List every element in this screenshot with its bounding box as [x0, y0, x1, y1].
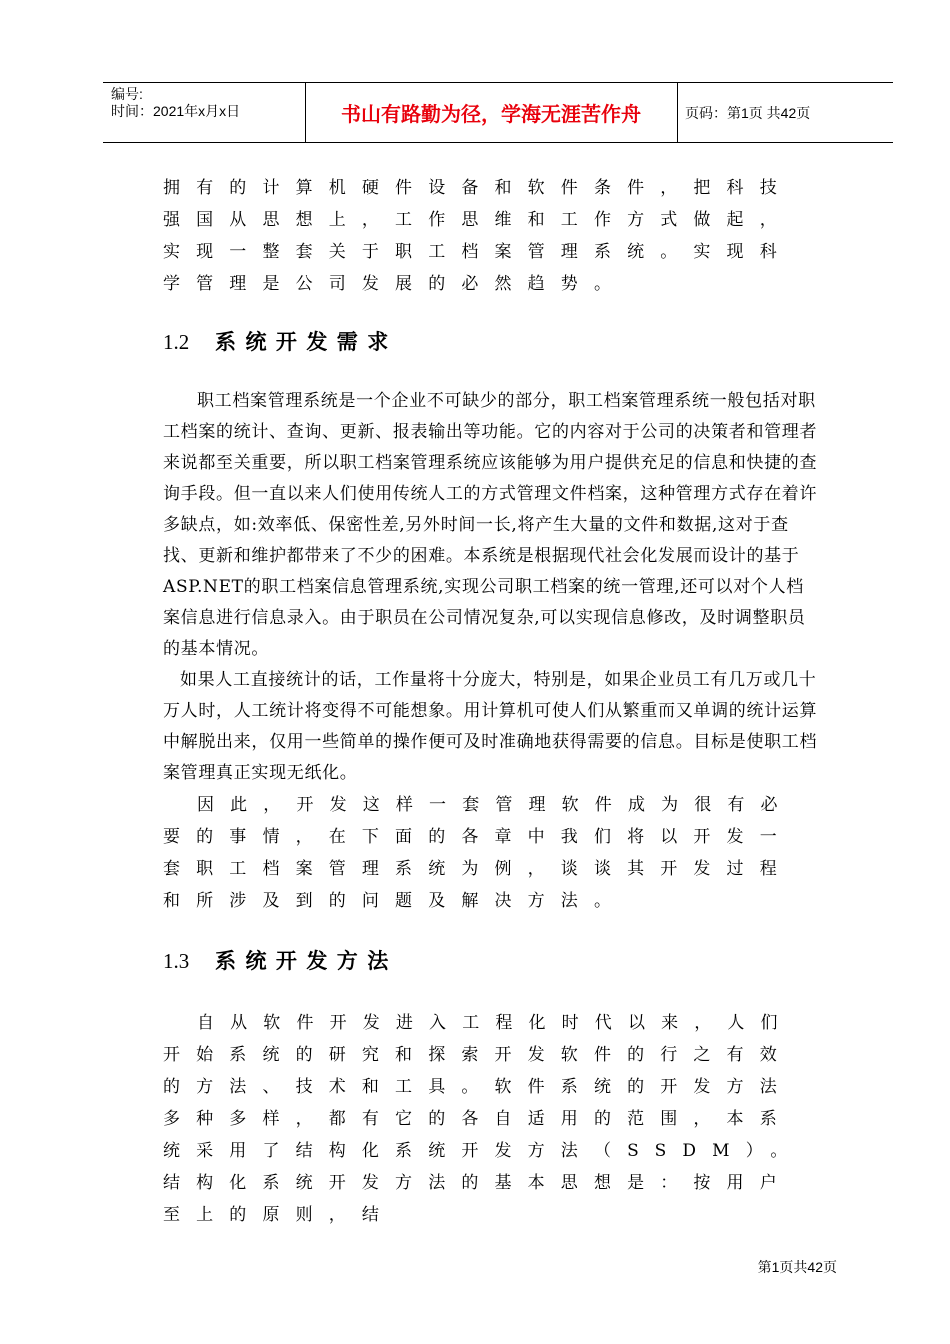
serial-label: 编号:	[111, 86, 143, 102]
paragraph-intro: 拥有的计算机硬件设备和软件条件，把科技强国从思想上，工作思维和工作方式做起，实现一整套关于职工档案管理系统。实现科学管理是公司发展的必然趋势。	[163, 178, 793, 294]
paragraph-4: 自从软件开发进入工程化时代以来，人们开始系统的研究和探索开发软件的行之有效的方法、技术和工具。软件系统的开发方法多种多样，都有它的各自适用的范围，本系统采用了结构化系统开发方法（SSDM）。结构化系统开发方法的基本思想是：按用户至上的原则，结	[163, 1013, 804, 1225]
section-number: 1.2	[163, 330, 190, 354]
section-heading-1-3	[163, 945, 821, 975]
section-heading-1-2	[163, 326, 821, 356]
section-title: 系统开发需求	[215, 330, 398, 354]
header-divider	[677, 83, 678, 142]
page-footer: 第1页共42页	[757, 1259, 837, 1275]
paragraph-3: 因此，开发这样一套管理软件成为很有必要的事情，在下面的各章中我们将以开发一套职工档案管理系统为例，谈谈其开发过程和所涉及到的问题及解决方法。	[163, 795, 794, 911]
header-page-info: 页码：第1页 共42页	[685, 104, 811, 121]
header-motto: 书山有路勤为径，学海无涯苦作舟	[341, 102, 641, 126]
paragraph-2: 如果人工直接统计的话，工作量将十分庞大，特别是，如果企业员工有几万或几十万人时，人工统计将变得不可能想象。用计算机可使人们从繁重而又单调的统计运算中解脱出来，仅用一些简单的操作便可及时准确地获得需要的信息。目标是使职工档案管理真正实现无纸化。	[163, 670, 818, 783]
page-header	[103, 82, 893, 143]
header-meta	[111, 86, 301, 120]
section-number: 1.3	[163, 949, 190, 973]
time-label: 时间：2021年x月x日	[111, 103, 241, 119]
paragraph-1: 职工档案管理系统是一个企业不可缺少的部分，职工档案管理系统一般包括对职工档案的统计、查询、更新、报表输出等功能。它的内容对于公司的决策者和管理者来说都至关重要，所以职工档案管理系统应该能够为用户提供充足的信息和快捷的查询手段。但一直以来人们使用传统人工的方式管理文件档案，这种管理方式存在着许多缺点，如:效率低、保密性差,另外时间一长,将产生大量的文件和数据,这对于查找、更新和维护都带来了不少的困难。本系统是根据现代社会化发展而设计的基于ASP.NET的职工档案信息管理系统,实现公司职工档案的统一管理,还可以对个人档案信息进行信息录入。由于职员在公司情况复杂,可以实现信息修改，及时调整职员的基本情况。	[163, 391, 818, 659]
document-body	[163, 172, 821, 1231]
section-title: 系统开发方法	[215, 949, 398, 973]
